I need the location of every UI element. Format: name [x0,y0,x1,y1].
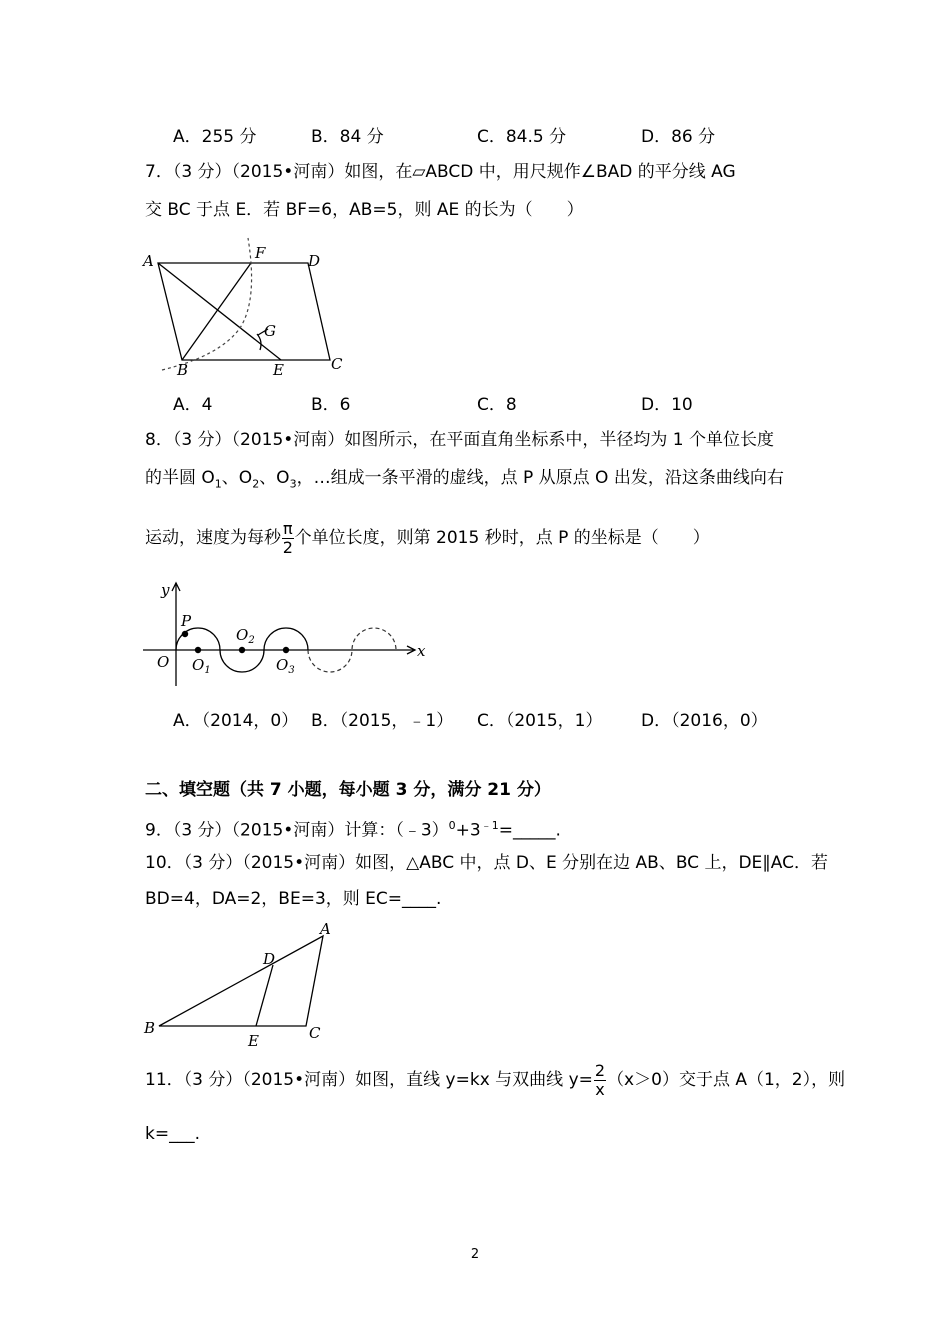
q8-text-line1: 8．（3 分）（2015•河南）如图所示，在平面直角坐标系中，半径均为 1 个单位长度 [145,430,774,450]
q8-text-line3: 运动，速度为每秒 $\frac{\pi}{2}$ 个单位长度，则第 2015 秒时，点 P 的坐标是（ ） [145,518,710,557]
page-number: 2 [470,1247,480,1262]
q7-option-c: C．8 [477,395,517,415]
q7-label-f: F [255,244,266,262]
q8-fraction: $\frac{\pi}{2}$ [282,518,293,557]
q11-fraction: $\frac{2}{x}$ [594,1060,606,1099]
q8-label-p: P [181,612,192,630]
q10-label-e: E [248,1032,259,1050]
q9-text: 9．（3 分）（2015•河南）计算：$(﹣3)^0+3^{﹣1}=\_\_\_\_\_$. [145,819,561,841]
q7-option-b: B．6 [311,395,351,415]
q8-label-o2: $O_2$ [236,626,255,646]
q7-option-d: D．10 [641,395,693,415]
q7-text-line1: 7．（3 分）（2015•河南）如图，在▱ABCD 中，用尺规作∠BAD 的平分线 AG [145,162,736,182]
q8-label-origin: O [157,653,170,671]
q8-option-b: B．（2015，﹣1） [311,711,454,731]
q7-label-e: E [273,361,284,379]
q11-text-line2: k=___. [145,1124,200,1144]
q8-option-c: C．（2015，1） [477,711,603,731]
q8-coordinate-figure [143,578,433,693]
q10-triangle-figure [142,920,342,1050]
q8-option-a: A．（2014，0） [173,711,299,731]
q11-text-line1: 11．（3 分）（2015•河南）如图，直线 y=kx 与双曲线 y= $\frac{2}{x}$ （x＞0）交于点 A（1，2），则 [145,1060,846,1099]
q8-text-line2: 的半圆 $O_1$、$O_2$、$O_3$，…组成一条平滑的虚线，点 P 从原点 O 出发，沿这条曲线向右 [145,468,784,491]
q10-text-line2: BD=4，DA=2，BE=3，则 EC=____. [145,889,442,909]
q10-label-c: C [309,1024,321,1042]
q10-text-line1: 10．（3 分）（2015•河南）如图，△ABC 中，点 D、E 分别在边 AB、BC 上，DE∥AC．若 [145,853,828,873]
q8-label-y: y [161,581,170,599]
q8-label-x: x [417,642,426,660]
q6-option-d: D．86 分 [641,127,716,147]
q7-parallelogram-figure [140,238,360,378]
q10-label-d: D [263,950,276,968]
q7-option-a: A．4 [173,395,213,415]
q7-text-line2: 交 BC 于点 E．若 BF=6，AB=5，则 AE 的长为（ ） [145,200,584,220]
q10-label-a: A [320,920,331,938]
q6-option-b: B．84 分 [311,127,384,147]
q10-label-b: B [144,1019,156,1037]
q8-label-o3: $O_3$ [276,656,295,676]
q8-label-o1: $O_1$ [192,656,211,676]
q7-label-g: G [264,322,276,340]
q7-label-b: B [177,361,189,379]
q6-option-c: C．84.5 分 [477,127,567,147]
q7-label-c: C [331,355,343,373]
q8-option-d: D．（2016，0） [641,711,768,731]
q7-label-d: D [308,252,321,270]
q6-option-a: A．255 分 [173,127,257,147]
section-2-title: 二、填空题（共 7 小题，每小题 3 分，满分 21 分） [145,780,551,800]
q7-label-a: A [143,252,154,270]
